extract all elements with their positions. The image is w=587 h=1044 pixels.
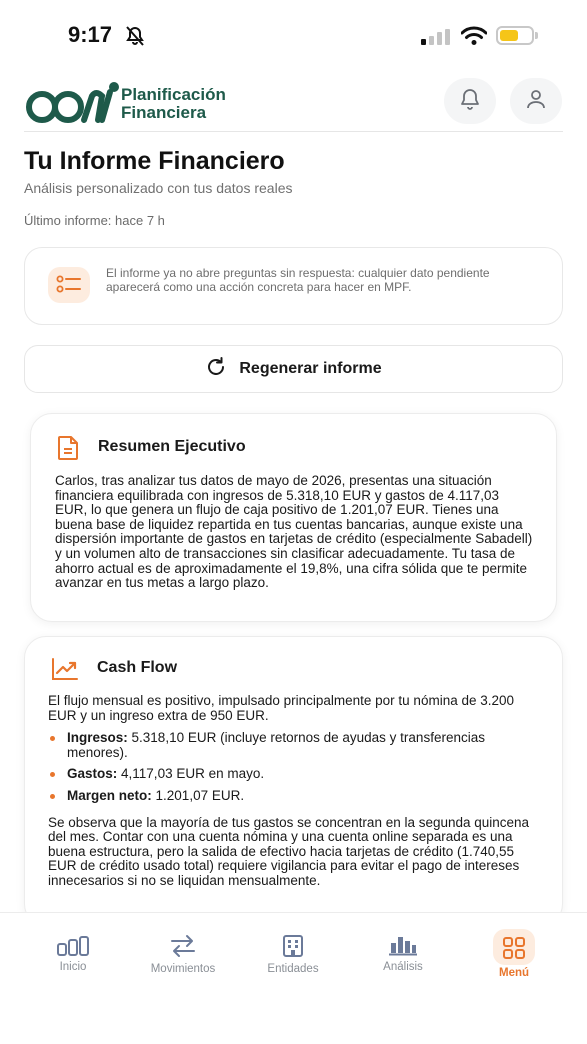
arrows-icon xyxy=(170,934,196,963)
info-notice-card xyxy=(24,247,563,325)
notifications-button[interactable] xyxy=(444,78,496,124)
list-item-text: 1.201,07 EUR. xyxy=(155,787,245,803)
executive-summary-title: Resumen Ejecutivo xyxy=(98,438,246,455)
status-time: 9:17 xyxy=(68,22,113,47)
building-icon xyxy=(281,934,305,963)
executive-summary-card xyxy=(30,413,557,622)
cash-flow-closing: Se observa que la mayoría de tus gastos se concentran en la segunda quincena del mes. Contar con una cuenta nómina y una cuenta online separada es una buena estructura, pero la salida de efectivo hacia tarjetas de crédito (1.740,55 EUR de crédito usado total) requiere vigilancia para evitar el pago de intereses innecesarios si no se liquidan mensualmente. xyxy=(48,814,530,888)
profile-button[interactable] xyxy=(510,78,562,124)
trend-up-icon xyxy=(51,657,79,686)
battery-icon xyxy=(496,26,534,45)
brand-name xyxy=(121,86,226,122)
brand-line-1: Planificación xyxy=(121,85,226,104)
app-header xyxy=(0,72,587,132)
grid-icon xyxy=(502,936,526,965)
info-notice-text: El informe ya no abre preguntas sin respuesta: cualquier dato pendiente aparecerá como una acción concreta para hacer en MPF. xyxy=(106,266,490,294)
bars-icon xyxy=(57,936,89,961)
bell-off-icon xyxy=(124,26,146,51)
checklist-icon xyxy=(48,267,90,303)
page-title: Tu Informe Financiero xyxy=(24,147,285,175)
list-item-text: 4,117,03 EUR en mayo. xyxy=(121,766,265,782)
tab-movimientos[interactable] xyxy=(133,912,233,992)
list-item xyxy=(48,731,543,760)
cash-flow-content xyxy=(48,694,543,889)
user-icon xyxy=(524,87,548,116)
chart-icon xyxy=(389,934,417,961)
list-item-text: 5.318,10 EUR (incluye retornos de ayudas y transferencias menores). xyxy=(67,730,485,760)
tab-entidades-label: Entidades xyxy=(267,963,319,975)
document-icon xyxy=(56,435,80,466)
tab-inicio-label: Inicio xyxy=(59,961,87,973)
brand-line-2: Financiera xyxy=(121,103,207,122)
cash-flow-intro: El flujo mensual es positivo, impulsado principalmente por tu nómina de 3.200 EUR y un ingreso extra de 950 EUR. xyxy=(48,693,515,723)
regenerate-report-button[interactable] xyxy=(24,345,563,393)
battery-tip xyxy=(535,32,538,39)
list-item-label: Gastos: xyxy=(67,766,118,782)
brand-logo[interactable] xyxy=(24,78,120,129)
list-item xyxy=(48,789,543,804)
header-divider xyxy=(24,131,563,132)
executive-summary-body: Carlos, tras analizar tus datos de mayo de 2026, presentas una situación financiera equilibrada con ingresos de 5.318,10 EUR y gastos de 4.117,03 EUR, lo que genera un flujo de caja positivo de 1.201,07 EUR. Tienes una buena base de liquidez repartida en tus cuentas bancarias, aunque existe una dispersión importante de gastos en tarjetas de crédito (especialmente Sabadell) y un volumen alto de transacciones sin clasificar adecuadamente. Tu tasa de ahorro actual es de aproximadamente el 19,8%, una cifra sólida que te permite avanzar en tus metas a largo plazo. xyxy=(55,473,533,591)
tab-entidades[interactable] xyxy=(243,912,343,992)
list-item xyxy=(48,767,543,782)
tab-menu-label: Menú xyxy=(498,967,530,979)
refresh-icon xyxy=(205,356,227,383)
list-item-label: Margen neto: xyxy=(67,787,152,803)
tab-analisis-label: Análisis xyxy=(383,961,423,973)
list-item-label: Ingresos: xyxy=(67,730,128,746)
tab-menu[interactable] xyxy=(464,912,564,992)
last-report-time: Último informe: hace 7 h xyxy=(24,213,165,228)
wifi-icon xyxy=(461,26,487,51)
cash-flow-list xyxy=(48,731,543,803)
status-bar xyxy=(0,0,587,72)
tab-movimientos-label: Movimientos xyxy=(150,963,216,975)
regenerate-report-label: Regenerar informe xyxy=(239,360,382,377)
tab-analisis[interactable] xyxy=(353,912,453,992)
tab-inicio[interactable] xyxy=(23,912,123,992)
cash-flow-card xyxy=(24,636,563,926)
cell-signal-icon xyxy=(421,29,451,50)
page-subtitle: Análisis personalizado con tus datos reales xyxy=(24,180,293,196)
bell-icon xyxy=(458,87,482,116)
cash-flow-title: Cash Flow xyxy=(97,659,178,676)
